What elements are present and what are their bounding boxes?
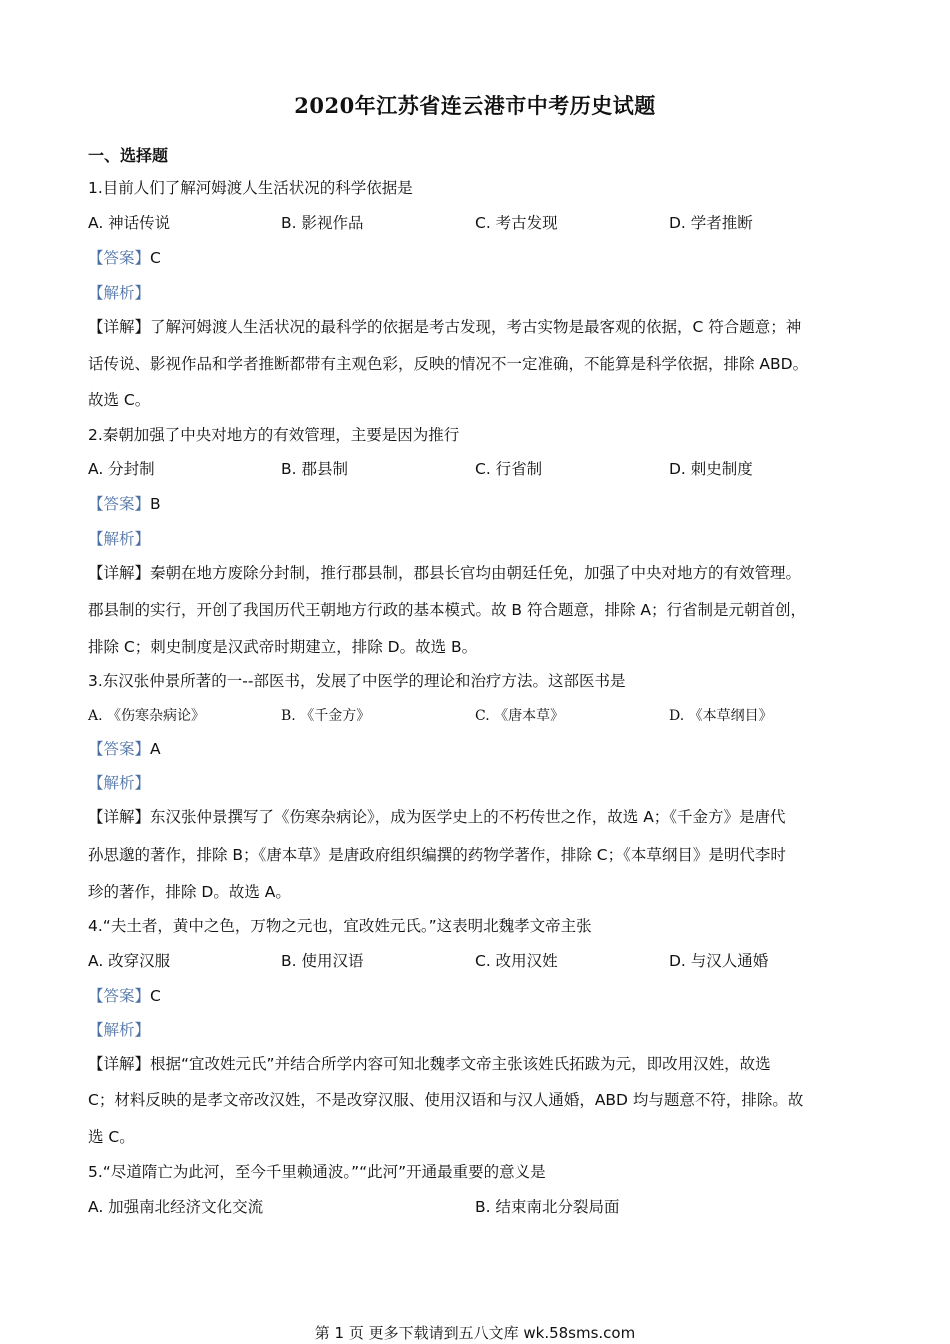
q5-option-a: A. 加强南北经济文化交流 bbox=[88, 1198, 264, 1216]
answer-label: 【答案】 bbox=[88, 495, 151, 513]
answer-label: 【答案】 bbox=[88, 740, 151, 758]
q1-answer bbox=[88, 248, 868, 268]
q2-answer bbox=[88, 494, 868, 514]
q3-answer bbox=[88, 739, 868, 759]
q1-option-b: B. 影视作品 bbox=[281, 214, 364, 232]
question-3-stem: 3.东汉张仲景所著的一--部医书，发展了中医学的理论和治疗方法。这部医书是 bbox=[88, 672, 626, 690]
q1-option-c: C. 考古发现 bbox=[475, 214, 558, 232]
q4-detail-line-1 bbox=[88, 1054, 868, 1074]
detail-text: 了解河姆渡人生活状况的最科学的依据是考古发现，考古实物是最客观的依据，C 符合题意；神 bbox=[150, 318, 802, 336]
q2-detail-line-3: 排除 C；刺史制度是汉武帝时期建立，排除 D。故选 B。 bbox=[88, 638, 478, 656]
answer-label: 【答案】 bbox=[88, 987, 151, 1005]
page-title: 2020年江苏省连云港市中考历史试题 bbox=[294, 93, 656, 118]
q2-option-b: B. 郡县制 bbox=[281, 460, 348, 478]
q2-option-c: C. 行省制 bbox=[475, 460, 543, 478]
q3-option-c: C. 《唐本草》 bbox=[475, 708, 565, 724]
question-4-stem: 4.“夫土者，黄中之色，万物之元也，宜改姓元氏。”这表明北魏孝文帝主张 bbox=[88, 917, 592, 935]
q3-option-d: D. 《本草纲目》 bbox=[669, 708, 773, 724]
answer-value: C bbox=[150, 987, 161, 1005]
q1-analysis-label: 【解析】 bbox=[88, 284, 151, 302]
q3-option-a: A. 《伤寒杂病论》 bbox=[88, 708, 206, 724]
q3-detail-line-2: 孙思邈的著作，排除 B；《唐本草》是唐政府组织编撰的药物学著作，排除 C；《本草纲目》是明代李时 bbox=[88, 846, 786, 864]
q4-analysis-label: 【解析】 bbox=[88, 1021, 151, 1039]
question-5-stem: 5.“尽道隋亡为此河，至今千里赖通波。”“此河”开通最重要的意义是 bbox=[88, 1163, 546, 1181]
answer-label: 【答案】 bbox=[88, 249, 151, 267]
q1-option-d: D. 学者推断 bbox=[669, 214, 753, 232]
page-footer: 第 1 页 更多下载请到五八文库 wk.58sms.com bbox=[314, 1324, 636, 1342]
q2-detail-line-2: 郡县制的实行，开创了我国历代王朝地方行政的基本模式。故 B 符合题意，排除 A；行省制是元朝首创， bbox=[88, 601, 807, 619]
q1-detail-line-1 bbox=[88, 317, 868, 337]
q3-analysis-label: 【解析】 bbox=[88, 774, 151, 792]
answer-value: B bbox=[150, 495, 161, 513]
detail-label: 【详解】 bbox=[88, 318, 151, 336]
q2-analysis-label: 【解析】 bbox=[88, 530, 151, 548]
q4-option-c: C. 改用汉姓 bbox=[475, 952, 558, 970]
q4-option-d: D. 与汉人通婚 bbox=[669, 952, 769, 970]
q2-option-a: A. 分封制 bbox=[88, 460, 155, 478]
q4-detail-line-2: C；材料反映的是孝文帝改汉姓，不是改穿汉服、使用汉语和与汉人通婚，ABD 均与题意不符，排除。故 bbox=[88, 1091, 804, 1109]
q3-option-b: B. 《千金方》 bbox=[281, 708, 371, 724]
q4-option-a: A. 改穿汉服 bbox=[88, 952, 171, 970]
detail-label: 【详解】 bbox=[88, 564, 151, 582]
q3-detail-line-3: 珍的著作，排除 D。故选 A。 bbox=[88, 883, 291, 901]
answer-value: C bbox=[150, 249, 161, 267]
detail-text: 秦朝在地方废除分封制，推行郡县制，郡县长官均由朝廷任免，加强了中央对地方的有效管理。 bbox=[150, 564, 802, 582]
question-2-stem: 2.秦朝加强了中央对地方的有效管理，主要是因为推行 bbox=[88, 426, 460, 444]
q1-detail-line-3: 故选 C。 bbox=[88, 391, 151, 409]
q1-detail-line-2: 话传说、影视作品和学者推断都带有主观色彩，反映的情况不一定准确，不能算是科学依据，排除 ABD。 bbox=[88, 355, 809, 373]
q2-detail-line-1 bbox=[88, 563, 868, 583]
q3-detail-line-1 bbox=[88, 807, 868, 827]
section-heading: 一、选择题 bbox=[88, 146, 169, 165]
q2-option-d: D. 刺史制度 bbox=[669, 460, 753, 478]
q1-option-a: A. 神话传说 bbox=[88, 214, 171, 232]
detail-label: 【详解】 bbox=[88, 808, 151, 826]
answer-value: A bbox=[150, 740, 161, 758]
detail-label: 【详解】 bbox=[88, 1055, 151, 1073]
question-1-stem: 1.目前人们了解河姆渡人生活状况的科学依据是 bbox=[88, 179, 413, 197]
q5-option-b: B. 结束南北分裂局面 bbox=[475, 1198, 620, 1216]
q4-answer bbox=[88, 986, 868, 1006]
q4-detail-line-3: 选 C。 bbox=[88, 1128, 135, 1146]
detail-text: 东汉张仲景撰写了《伤寒杂病论》，成为医学史上的不朽传世之作，故选 A；《千金方》是唐代 bbox=[150, 808, 786, 826]
q4-option-b: B. 使用汉语 bbox=[281, 952, 364, 970]
detail-text: 根据“宜改姓元氏”并结合所学内容可知北魏孝文帝主张该姓氏拓跋为元，即改用汉姓，故选 bbox=[150, 1055, 771, 1073]
